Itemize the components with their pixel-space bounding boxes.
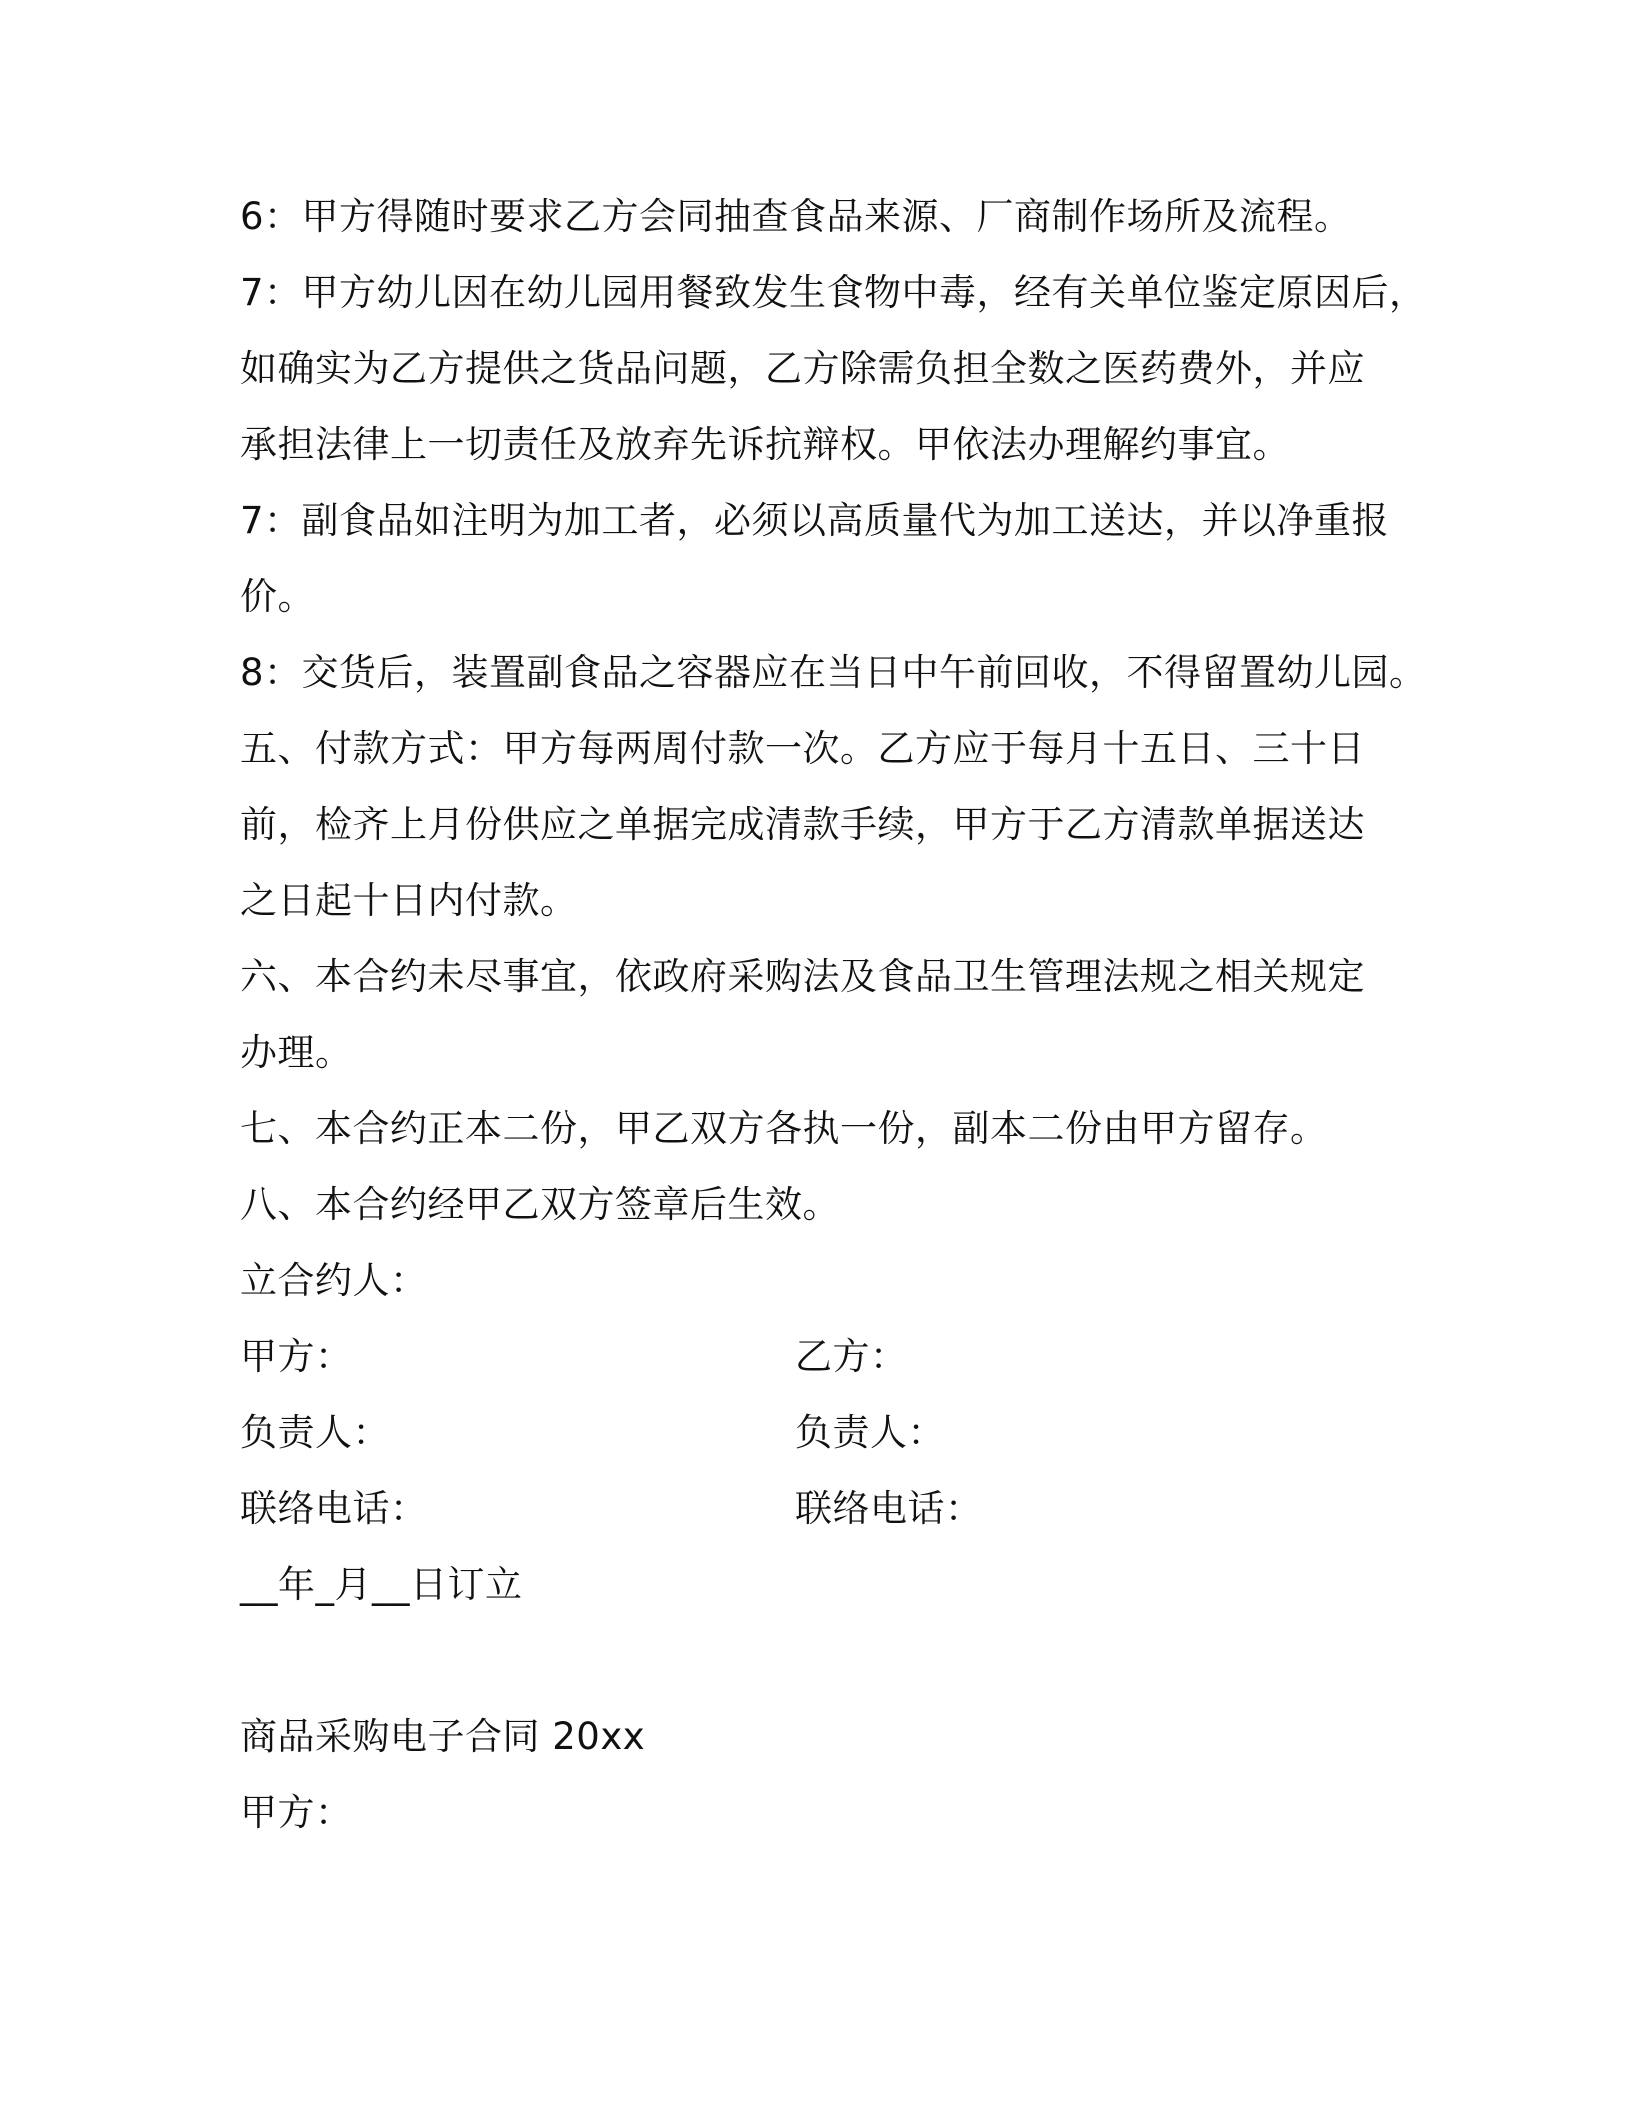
party-b-phone-label: 联络电话： (795, 1487, 983, 1530)
party-b-responsible-label: 负责人： (795, 1411, 945, 1454)
next-contract-title: 商品采购电子合同 20xx (240, 1715, 646, 1758)
contract-clause: 7：甲方幼儿因在幼儿园用餐致发生食物中毒，经有关单位鉴定原因后， (240, 271, 1427, 314)
contract-clause: 7：副食品如注明为加工者，必须以高质量代为加工送达，并以净重报 (240, 499, 1390, 542)
contract-clause: 八、本合约经甲乙双方签章后生效。 (240, 1183, 840, 1226)
party-a-responsible-label: 负责人： (240, 1411, 390, 1454)
contract-clause: 8：交货后，装置副食品之容器应在当日中午前回收，不得留置幼儿园。 (240, 651, 1427, 694)
contract-clause: 七、本合约正本二份，甲乙双方各执一份，副本二份由甲方留存。 (240, 1107, 1328, 1150)
contract-clause: 办理。 (240, 1031, 353, 1074)
contract-clause: 六、本合约未尽事宜，依政府采购法及食品卫生管理法规之相关规定 (240, 955, 1365, 998)
contract-clause: 承担法律上一切责任及放弃先诉抗辩权。甲依法办理解约事宜。 (240, 423, 1290, 466)
contract-clause: 前，检齐上月份供应之单据完成清款手续，甲方于乙方清款单据送达 (240, 803, 1365, 846)
contract-clause: 五、付款方式：甲方每两周付款一次。乙方应于每月十五日、三十日 (240, 727, 1365, 770)
party-b-label: 乙方： (795, 1335, 908, 1378)
contract-clause: 价。 (240, 575, 315, 618)
contract-clause: 6：甲方得随时要求乙方会同抽查食品来源、厂商制作场所及流程。 (240, 195, 1352, 238)
contract-clause: 之日起十日内付款。 (240, 879, 578, 922)
contract-clause: 如确实为乙方提供之货品问题，乙方除需负担全数之医药费外，并应 (240, 347, 1365, 390)
date-line: __年_月__日订立 (240, 1563, 523, 1606)
signatories-heading: 立合约人： (240, 1259, 428, 1302)
party-a-label: 甲方： (240, 1335, 353, 1378)
next-party-a-label: 甲方： (240, 1791, 353, 1834)
party-a-phone-label: 联络电话： (240, 1487, 428, 1530)
